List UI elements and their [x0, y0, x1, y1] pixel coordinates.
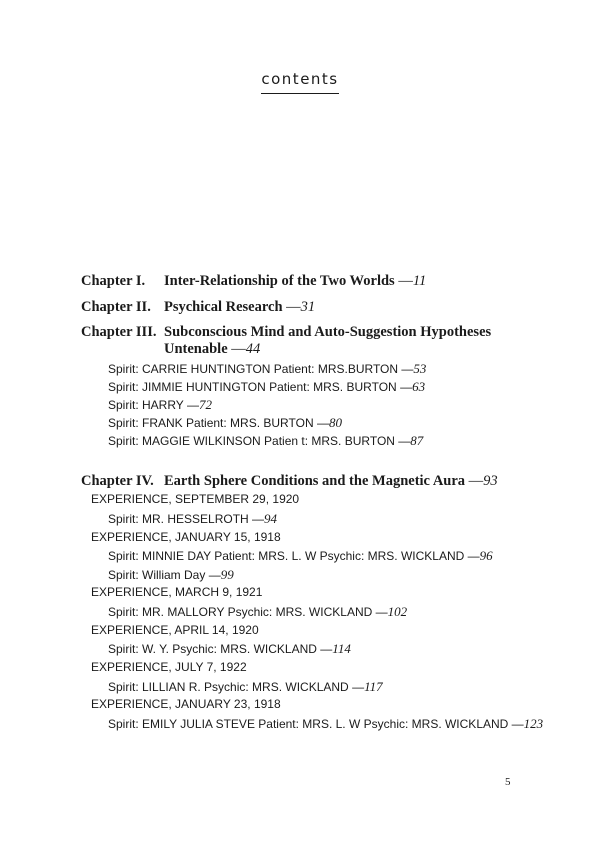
toc-subentry	[108, 397, 212, 413]
toc-subentry	[108, 433, 423, 449]
dash: —	[252, 512, 265, 526]
dash: —	[401, 362, 414, 376]
entry-text: EXPERIENCE, SEPTEMBER 29, 1920	[91, 492, 300, 506]
chapter-number: Chapter II.	[81, 299, 151, 315]
entry-text: Spirit: MAGGIE WILKINSON Patien t: MRS. BURTON	[108, 434, 395, 448]
toc-subentry	[108, 641, 351, 657]
entry-page: 123	[523, 716, 544, 731]
toc-subentry	[108, 548, 493, 564]
chapter-3-entry	[81, 324, 491, 358]
dash: —	[398, 434, 411, 448]
dash: —	[467, 549, 480, 563]
entry-text: EXPERIENCE, JANUARY 23, 1918	[91, 697, 281, 711]
entry-page: 80	[328, 415, 342, 430]
chapter-1-entry	[81, 273, 426, 290]
toc-experience	[91, 530, 281, 545]
entry-page: 99	[220, 567, 234, 582]
entry-text: Spirit: CARRIE HUNTINGTON Patient: MRS.BURTON	[108, 362, 399, 376]
toc-subentry	[108, 415, 342, 431]
toc-subentry	[108, 511, 277, 527]
chapter-title: Earth Sphere Conditions and the Magnetic Aura	[164, 473, 466, 489]
entry-page: 63	[412, 379, 426, 394]
entry-text: Spirit: MINNIE DAY Patient: MRS. L. W Psychic: MRS. WICKLAND	[108, 549, 465, 563]
entry-text: Spirit: W. Y. Psychic: MRS. WICKLAND	[108, 642, 317, 656]
dash: —	[186, 398, 199, 412]
toc-experience	[91, 623, 259, 638]
entry-text: Spirit: EMILY JULIA STEVE Patient: MRS. L. W Psychic: MRS. WICKLAND	[108, 717, 509, 731]
toc-subentry	[108, 716, 543, 732]
entry-text: Spirit: MR. MALLORY Psychic: MRS. WICKLAND	[108, 605, 373, 619]
entry-page: 102	[387, 604, 408, 619]
chapter-2-entry	[81, 299, 315, 316]
chapter-title: Subconscious Mind and Auto-Suggestion Hypotheses	[164, 324, 492, 340]
contents-heading	[0, 70, 600, 94]
entry-text: Spirit: William Day	[108, 568, 206, 582]
dash: —	[398, 273, 413, 289]
entry-page: 114	[332, 641, 351, 656]
toc-subentry	[108, 361, 426, 377]
chapter-number: Chapter I.	[81, 273, 146, 289]
dash: —	[320, 642, 333, 656]
dash: —	[375, 605, 388, 619]
chapter-number: Chapter III.	[81, 324, 157, 340]
toc-experience	[91, 660, 247, 675]
dash: —	[400, 380, 413, 394]
toc-experience	[91, 492, 299, 507]
dash: —	[316, 416, 329, 430]
entry-text: EXPERIENCE, APRIL 14, 1920	[91, 623, 259, 637]
entry-text: Spirit: FRANK Patient: MRS. BURTON	[108, 416, 314, 430]
toc-experience	[91, 585, 262, 600]
chapter-page: 11	[412, 273, 427, 289]
dash: —	[286, 299, 301, 315]
chapter-title-line2: Untenable	[164, 341, 228, 357]
chapter-page: 31	[300, 299, 316, 315]
entry-text: Spirit: JIMMIE HUNTINGTON Patient: MRS. BURTON	[108, 380, 397, 394]
dash: —	[468, 473, 484, 489]
entry-page: 72	[198, 397, 212, 412]
entry-text: EXPERIENCE, JULY 7, 1922	[91, 660, 247, 674]
toc-subentry	[108, 679, 383, 695]
chapter-4-entry	[81, 473, 498, 490]
entry-page: 96	[479, 548, 493, 563]
dash: —	[231, 341, 246, 357]
chapter-number: Chapter IV.	[81, 473, 154, 489]
toc-subentry	[108, 604, 407, 620]
entry-page: 117	[364, 679, 383, 694]
entry-page: 87	[410, 433, 424, 448]
chapter-title: Psychical Research	[164, 299, 283, 315]
page-title: contents	[261, 70, 338, 94]
toc-experience	[91, 697, 281, 712]
chapter-page: 93	[483, 473, 498, 489]
entry-text: EXPERIENCE, MARCH 9, 1921	[91, 585, 263, 599]
chapter-title: Inter-Relationship of the Two Worlds	[164, 273, 395, 289]
entry-text: EXPERIENCE, JANUARY 15, 1918	[91, 530, 281, 544]
dash: —	[511, 717, 524, 731]
entry-text: Spirit: HARRY	[108, 398, 184, 412]
page-number: 5	[505, 776, 511, 788]
entry-page: 94	[264, 511, 278, 526]
entry-text: Spirit: MR. HESSELROTH	[108, 512, 249, 526]
toc-subentry	[108, 379, 425, 395]
toc-subentry	[108, 567, 234, 583]
chapter-page: 44	[245, 341, 261, 357]
entry-page: 53	[413, 361, 427, 376]
dash: —	[208, 568, 221, 582]
entry-text: Spirit: LILLIAN R. Psychic: MRS. WICKLAND	[108, 680, 349, 694]
dash: —	[352, 680, 365, 694]
